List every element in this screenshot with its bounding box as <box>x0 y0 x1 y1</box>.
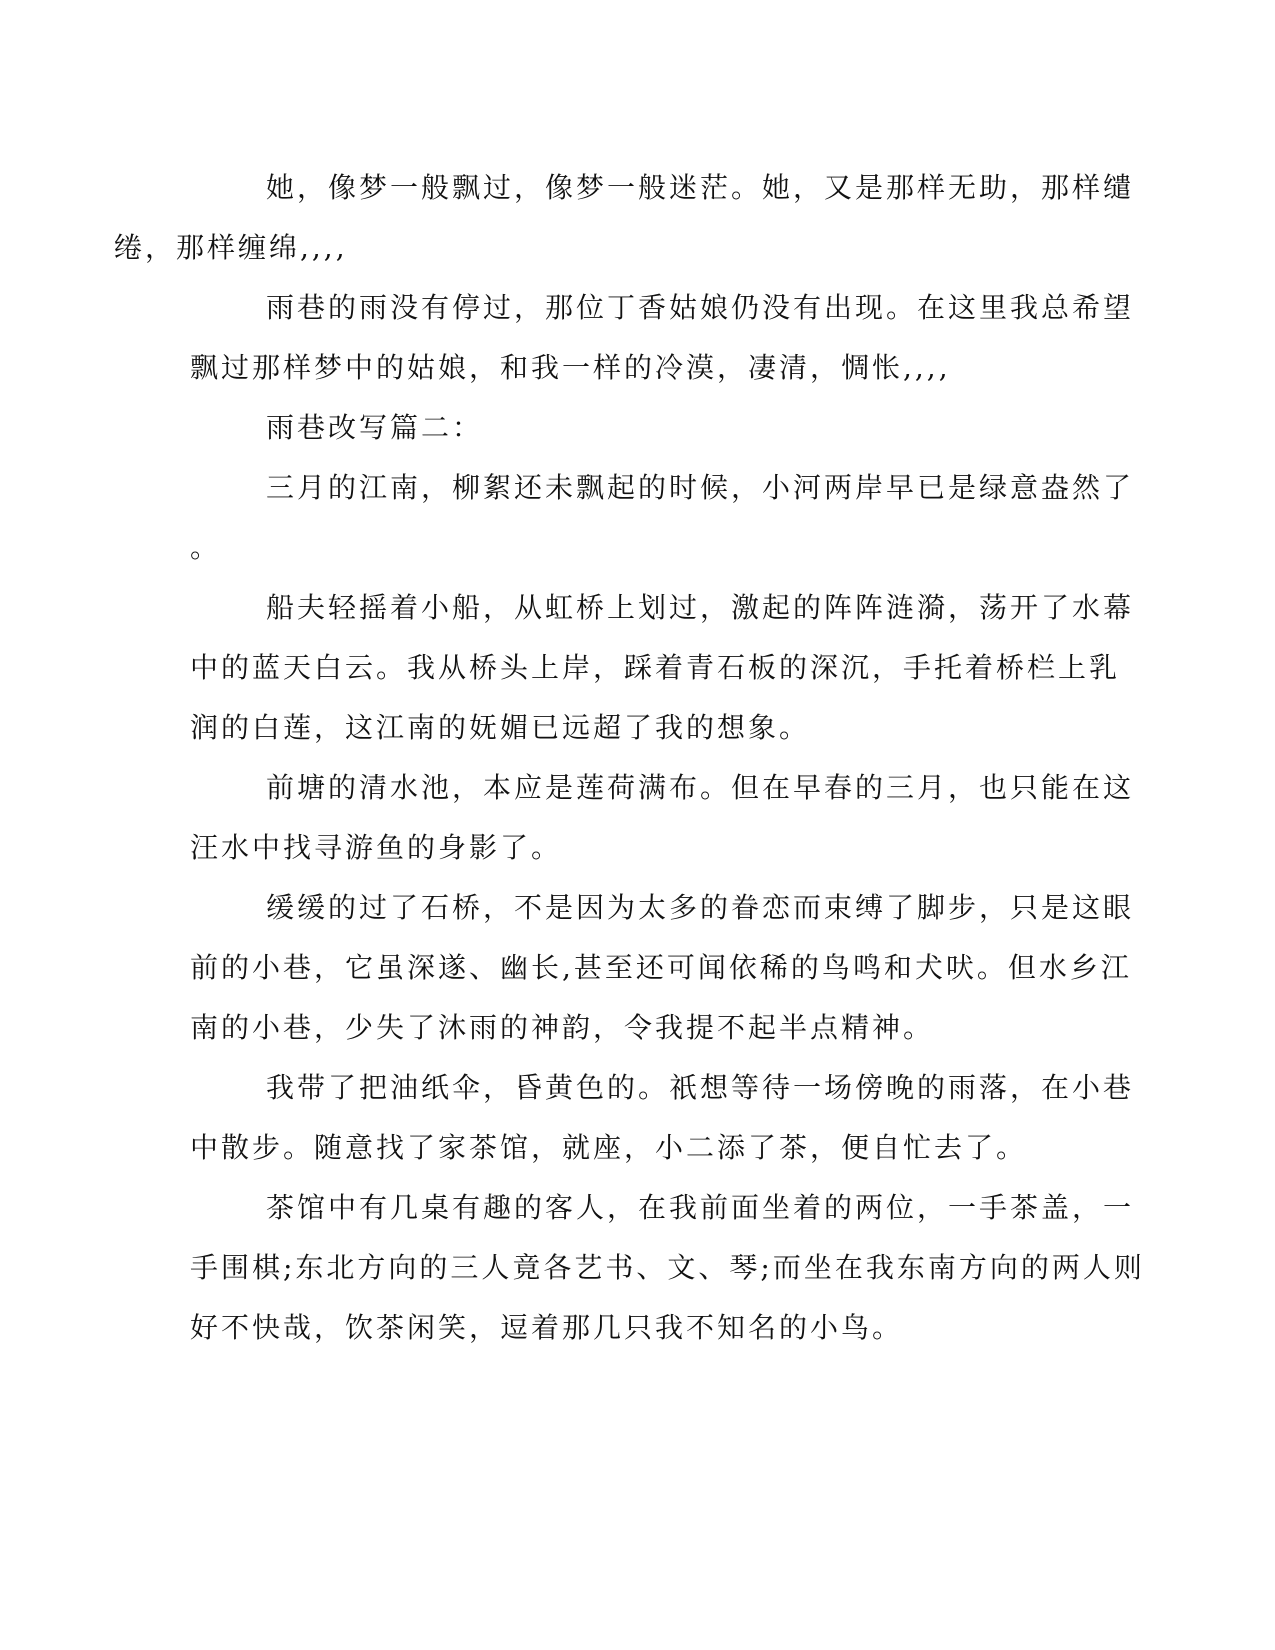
text-line: 缓缓的过了石桥，不是因为太多的眷恋而束缚了脚步，只是这眼 <box>266 891 1135 924</box>
text-line: 前的小巷，它虽深遂、幽长,甚至还可闻依稀的鸟鸣和犬吠。但水乡江 <box>190 951 1132 984</box>
text-line: 我带了把油纸伞，昏黄色的。祇想等待一场傍晚的雨落，在小巷 <box>266 1071 1135 1104</box>
text-line: 她，像梦一般飘过，像梦一般迷茫。她，又是那样无助，那样缱 <box>266 171 1135 204</box>
text-line: 手围棋;东北方向的三人竟各艺书、文、琴;而坐在我东南方向的两人则 <box>190 1251 1145 1284</box>
text-line: 。 <box>190 531 222 564</box>
text-line: 飘过那样梦中的姑娘，和我一样的冷漠，凄清，惆怅,,,, <box>190 351 951 384</box>
paragraph-3 <box>190 458 1135 578</box>
paragraph-5 <box>190 758 1135 878</box>
section-heading <box>190 398 1070 458</box>
text-line: 汪水中找寻游鱼的身影了。 <box>190 831 563 864</box>
paragraph-2 <box>190 278 1135 398</box>
text-line: 茶馆中有几桌有趣的客人，在我前面坐着的两位，一手茶盖，一 <box>266 1191 1135 1224</box>
text-line: 好不快哉，饮茶闲笑，逗着那几只我不知名的小鸟。 <box>190 1311 904 1344</box>
text-line: 绻，那样缠绵,,,, <box>114 231 348 264</box>
text-line: 船夫轻摇着小船，从虹桥上划过，激起的阵阵涟漪，荡开了水幕 <box>266 591 1135 624</box>
text-line: 雨巷改写篇二： <box>266 411 484 444</box>
text-line: 润的白莲，这江南的妩媚已远超了我的想象。 <box>190 711 811 744</box>
paragraph-8 <box>190 1178 1145 1358</box>
paragraph-1 <box>114 158 1135 278</box>
text-line: 雨巷的雨没有停过，那位丁香姑娘仍没有出现。在这里我总希望 <box>266 291 1135 324</box>
text-line: 前塘的清水池，本应是莲荷满布。但在早春的三月，也只能在这 <box>266 771 1135 804</box>
paragraph-7 <box>190 1058 1135 1178</box>
text-line: 中散步。随意找了家茶馆，就座，小二添了茶，便自忙去了。 <box>190 1131 1028 1164</box>
paragraph-4 <box>190 578 1135 758</box>
document-body <box>114 158 1145 1358</box>
text-line: 中的蓝天白云。我从桥头上岸，踩着青石板的深沉，手托着桥栏上乳 <box>190 651 1121 684</box>
text-line: 三月的江南，柳絮还未飘起的时候，小河两岸早已是绿意盎然了 <box>266 471 1135 504</box>
text-line: 南的小巷，少失了沐雨的神韵，令我提不起半点精神。 <box>190 1011 935 1044</box>
paragraph-6 <box>190 878 1135 1058</box>
